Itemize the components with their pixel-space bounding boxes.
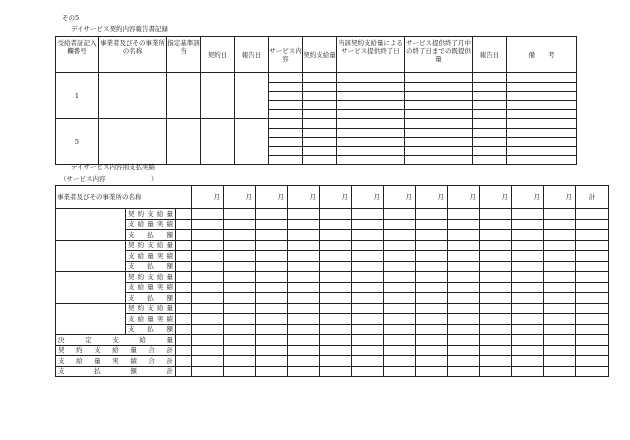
table-row xyxy=(56,251,609,262)
footer-row xyxy=(56,366,609,377)
table-row xyxy=(56,73,577,83)
provider-name-cell xyxy=(56,240,126,272)
section2-title: デイサービス内容別支払実績 xyxy=(71,163,156,171)
table-row xyxy=(56,240,609,251)
month-header: 月 xyxy=(256,186,288,209)
provider-name-cell xyxy=(56,209,126,241)
footer-row xyxy=(56,335,609,346)
month-header: 月 xyxy=(352,186,384,209)
contract-header-row xyxy=(56,37,577,73)
month-header: 月 xyxy=(288,186,320,209)
header-service-content: サービス内容 xyxy=(269,37,303,73)
header-report-date: 報告日 xyxy=(235,37,269,73)
contract-report-table xyxy=(55,36,577,165)
table-row xyxy=(56,303,609,314)
footer-label: 支払額計 xyxy=(56,366,176,377)
footer-label: 決定支給量 xyxy=(56,335,176,346)
item-label: 支給量実績 xyxy=(126,314,176,325)
table-row xyxy=(56,230,609,241)
item-label: 契約支給量 xyxy=(126,240,176,251)
item-label: 支 払 額 xyxy=(126,261,176,272)
footer-row xyxy=(56,345,609,356)
month-header: 月 xyxy=(192,186,224,209)
item-label: 契約支給量 xyxy=(126,272,176,283)
header-report-date-2: 報告日 xyxy=(473,37,507,73)
header-provider-name: 事業者及びその事業所の名称 xyxy=(99,37,167,73)
item-label: 契約支給量 xyxy=(126,209,176,220)
month-header: 月 xyxy=(512,186,544,209)
table-row xyxy=(56,261,609,272)
table-row xyxy=(56,119,577,129)
table-row xyxy=(56,314,609,325)
total-header: 計 xyxy=(576,186,609,209)
item-label: 支給量実績 xyxy=(126,219,176,230)
section2-subtitle: （サービス内容 ） xyxy=(60,175,158,183)
footer-label: 契約支給量合計 xyxy=(56,345,176,356)
table-row xyxy=(56,282,609,293)
header-provided-amount: サービス提供終了月中の終了日までの既提供量 xyxy=(405,37,473,73)
month-header: 月 xyxy=(384,186,416,209)
item-label: 支 払 額 xyxy=(126,293,176,304)
header-designated-standard: 指定基準該当 xyxy=(167,37,201,73)
header-contract-date: 契約日 xyxy=(201,37,235,73)
provider-name-cell xyxy=(56,272,126,304)
month-header: 月 xyxy=(320,186,352,209)
header-recipient-number: 受給者証記入欄番号 xyxy=(56,37,99,73)
month-header: 月 xyxy=(480,186,512,209)
table-row xyxy=(56,324,609,335)
header-end-date: 当該契約支給量によるサービス提供終了日 xyxy=(337,37,405,73)
month-header: 月 xyxy=(448,186,480,209)
table-row xyxy=(56,293,609,304)
footer-row xyxy=(56,356,609,367)
month-header: 月 xyxy=(224,186,256,209)
item-label: 支 払 額 xyxy=(126,230,176,241)
row-number: 1 xyxy=(56,73,99,119)
payment-results-table xyxy=(55,185,609,377)
section1-title: デイサービス契約内容報告書記録 xyxy=(71,25,169,33)
table-row xyxy=(56,209,609,220)
table-row xyxy=(56,219,609,230)
provider-name-cell xyxy=(56,303,126,335)
payment-header-row xyxy=(56,186,609,209)
footer-label: 支給量実績合計 xyxy=(56,356,176,367)
row-number: 5 xyxy=(56,119,99,165)
table-row xyxy=(56,272,609,283)
header-contract-amount: 契約支給量 xyxy=(303,37,337,73)
header-remarks: 備 考 xyxy=(507,37,577,73)
item-label: 支給量実績 xyxy=(126,251,176,262)
header-provider-name: 事業者及びその事業所の名称 xyxy=(56,186,192,209)
item-label: 支給量実績 xyxy=(126,282,176,293)
page-label: その5 xyxy=(62,14,80,22)
month-header: 月 xyxy=(544,186,576,209)
item-label: 支 払 額 xyxy=(126,324,176,335)
month-header: 月 xyxy=(416,186,448,209)
item-label: 契約支給量 xyxy=(126,303,176,314)
